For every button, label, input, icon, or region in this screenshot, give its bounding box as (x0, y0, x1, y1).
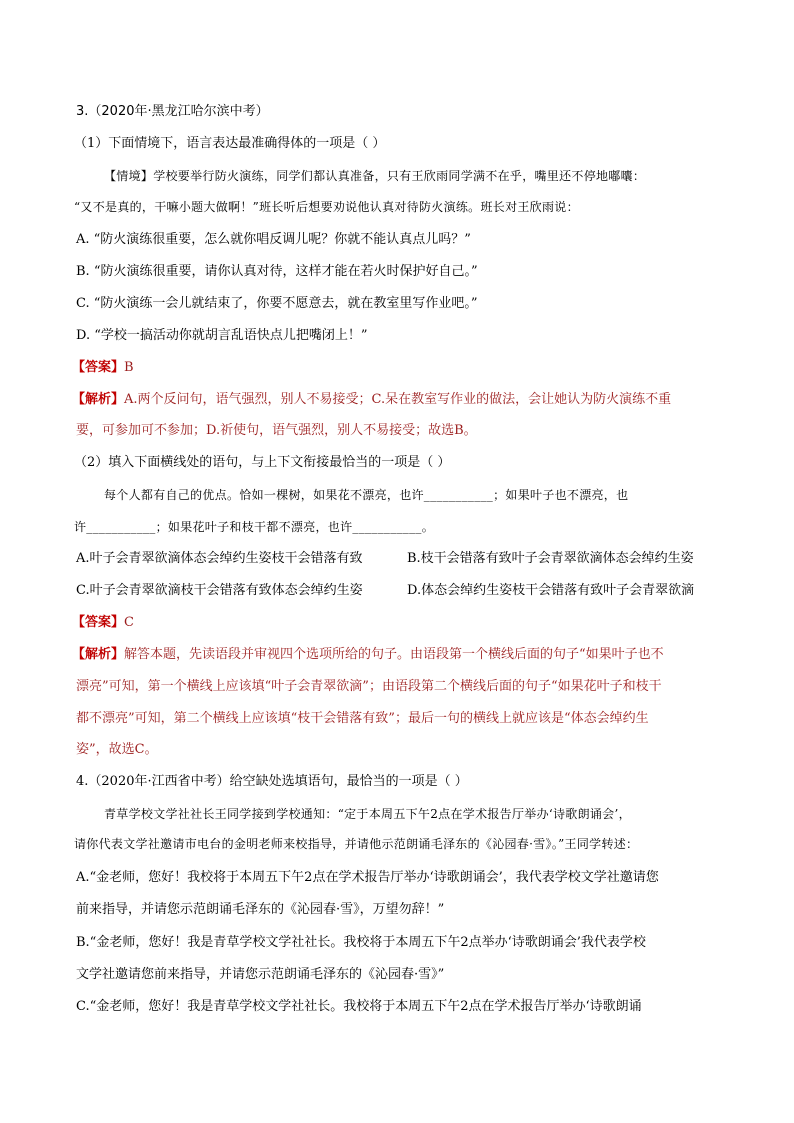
answer-line-1 (72, 359, 134, 377)
answer-line-2 (72, 614, 134, 632)
analysis-2-line-4: 姿”，故选C。 (76, 742, 158, 757)
option-c: C.叶子会青翠欲滴枝干会错落有致体态会绰约生姿 (76, 583, 363, 598)
option-d: D.体态会绰约生姿枝干会错落有致叶子会青翠欲滴 (407, 583, 695, 598)
analysis-2-line-3: 都不漂亮”可知，第二个横线上应该填“枝干会错落有致”；最后一句的横线上就应该是“体态会绰约生 (76, 711, 649, 726)
option-c: C. “防火演练一会儿就结束了，你要不愿意去，就在教室里写作业吧。” (76, 296, 478, 311)
answer-value: C (124, 615, 134, 630)
passage-line-1: 每个人都有自己的优点。恰如一棵树，如果花不漂亮，也许___________；如果叶子也不漂亮，也 (104, 488, 629, 502)
analysis-tag: 【解析】 (72, 647, 125, 662)
option-a: A. “防火演练很重要，怎么就你唱反调儿呢？你就不能认真点儿吗？” (76, 232, 471, 247)
option-a: A.叶子会青翠欲滴体态会绰约生姿枝干会错落有致 (76, 551, 363, 566)
option-b: B. “防火演练很重要，请你认真对待，这样才能在若火时保护好自己。” (76, 264, 478, 279)
answer-value: B (124, 360, 134, 375)
analysis-text: A.两个反问句，语气强烈，别人不易接受；C.呆在教室写作业的做法，会让她认为防火演练不重 (124, 392, 672, 407)
passage-line-2: 许___________；如果花叶子和枝干都不漂亮，也许___________。 (74, 520, 435, 534)
q4-option-b-line-2: 文学社邀请您前来指导，并请您示范朗诵毛泽东的《沁园春·雪》” (76, 967, 445, 982)
q4-context-line-1: 青草学校文学社社长王同学接到学校通知：“定于本周五下午2点在学术报告厅举办‘诗歌朗诵会’， (104, 807, 631, 821)
question-3-2-stem: （2）填入下面横线处的语句，与上下文衔接最恰当的一项是（ ） (74, 455, 451, 470)
question-3-header: 3.（2020年·黑龙江哈尔滨中考） (76, 104, 269, 119)
context-line-1: 【情境】学校要举行防火演练，同学们都认真准备，只有王欣雨同学满不在乎，嘴里还不停地嘟囔： (104, 169, 646, 183)
analysis-tag: 【解析】 (72, 392, 125, 407)
q4-context-line-2: 请你代表文学社邀请市电台的金明老师来校指导，并请他示范朗诵毛泽东的《沁园春·雪》。”王同学转述： (74, 837, 639, 851)
q4-option-c-line-1: C.“金老师，您好！我是青草学校文学社社长。我校将于本周五下午2点在学术报告厅举办‘诗歌朗诵 (76, 999, 642, 1014)
q4-option-a-line-1: A.“金老师，您好！我校将于本周五下午2点在学术报告厅举办‘诗歌朗诵会’，我代表学校文学社邀请您 (76, 870, 659, 885)
option-b: B.枝干会错落有致叶子会青翠欲滴体态会绰约生姿 (407, 551, 694, 566)
analysis-text: 解答本题，先读语段并审视四个选项所给的句子。由语段第一个横线后面的句子“如果叶子也不 (124, 647, 664, 662)
q4-option-b-line-1: B.“金老师，您好！我是青草学校文学社社长。我校将于本周五下午2点举办‘诗歌朗诵会’我代表学校 (76, 935, 646, 950)
analysis-2-line-2: 漂亮”可知，第一个横线上应该填“叶子会青翠欲滴”；由语段第二个横线后面的句子“如果花叶子和枝干 (76, 679, 662, 694)
analysis-1-line-1 (72, 391, 671, 409)
answer-tag: 【答案】 (72, 615, 125, 630)
question-4-stem: 4.（2020年·江西省中考）给空缺处选填语句，最恰当的一项是（ ） (76, 774, 468, 789)
analysis-2-line-1 (72, 646, 664, 664)
answer-tag: 【答案】 (72, 360, 125, 375)
context-line-2: “又不是真的，干嘛小题大做啊！”班长听后想要劝说他认真对待防火演练。班长对王欣雨说： (74, 200, 579, 214)
q4-option-a-line-2: 前来指导，并请您示范朗诵毛泽东的《沁园春·雪》，万望勿辞！” (76, 902, 445, 917)
question-3-1-stem: （1）下面情境下，语言表达最准确得体的一项是（ ） (74, 136, 386, 151)
analysis-1-line-2: 要，可参加可不参加；D.祈使句，语气强烈，别人不易接受；故选B。 (76, 423, 477, 438)
option-d: D. “学校一搞活动你就胡言乱语快点儿把嘴闭上！” (76, 328, 368, 343)
